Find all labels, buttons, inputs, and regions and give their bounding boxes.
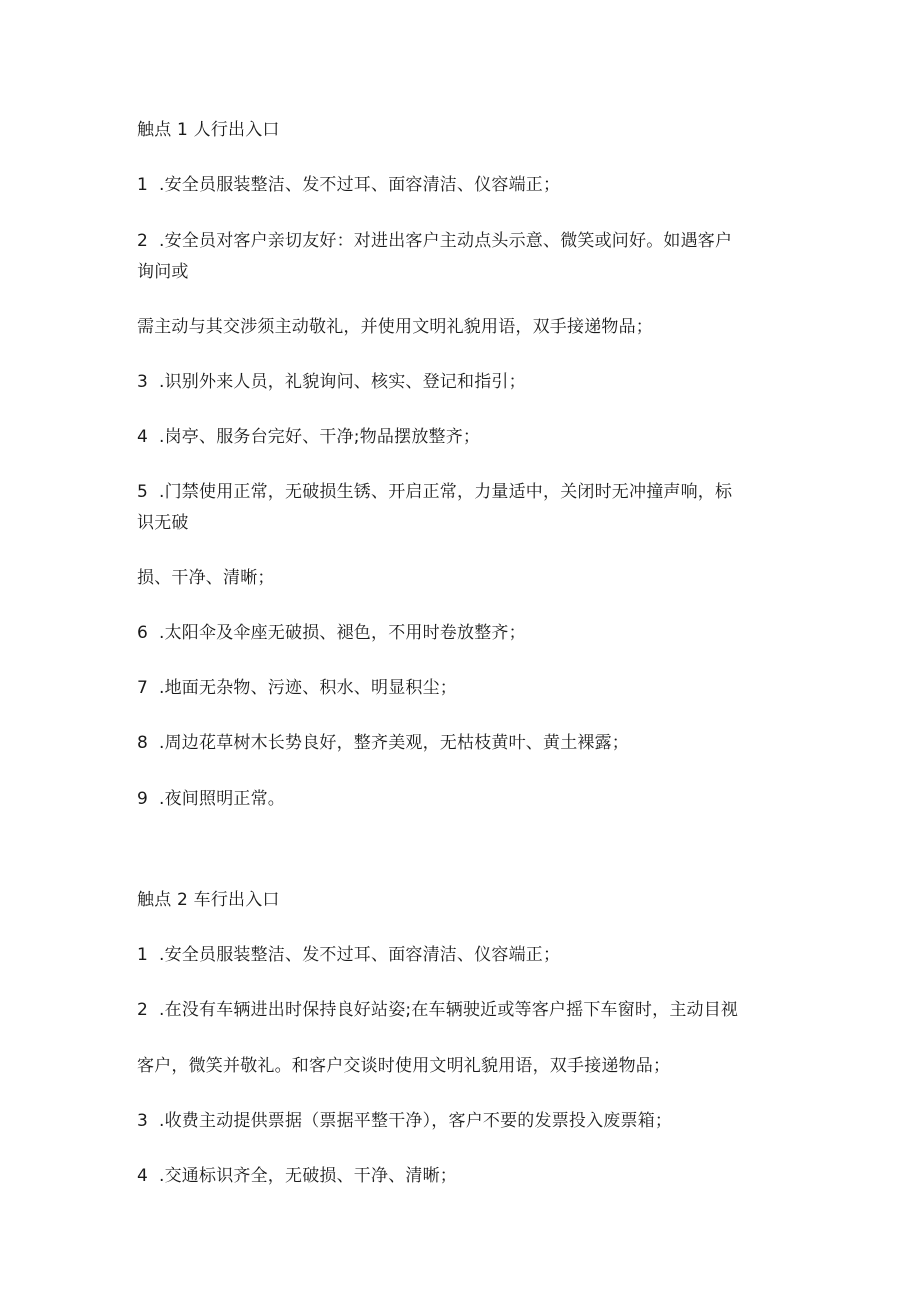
item-number: 1 <box>137 945 149 965</box>
item-text: .识别外来人员，礼貌询问、核实、登记和指引； <box>159 372 526 392</box>
list-item <box>137 230 732 252</box>
item-number: 5 <box>137 482 149 502</box>
item-text: .周边花草树木长势良好，整齐美观，无枯枝黄叶、黄土裸露； <box>159 733 630 753</box>
item-text-continuation: 需主动与其交涉须主动敬礼，并使用文明礼貌用语，双手接递物品； <box>137 317 653 337</box>
item-number: 7 <box>137 678 149 698</box>
item-number: 6 <box>137 623 149 643</box>
item-text: .太阳伞及伞座无破损、褪色，不用时卷放整齐； <box>159 623 526 643</box>
item-number: 9 <box>137 789 149 809</box>
item-number: 4 <box>137 427 149 447</box>
item-text: .夜间照明正常。 <box>159 789 286 809</box>
list-item <box>137 944 560 966</box>
list-item <box>137 371 526 393</box>
item-number: 4 <box>137 1166 149 1186</box>
item-text: .收费主动提供票据（票据平整干净），客户不要的发票投入废票箱； <box>159 1111 673 1131</box>
item-text: .安全员服装整洁、发不过耳、面容清洁、仪容端正； <box>159 945 561 965</box>
item-text-wrap: 询问或 <box>137 262 189 282</box>
list-item <box>137 174 560 196</box>
list-item <box>137 1165 457 1187</box>
item-text: .门禁使用正常，无破损生锈、开启正常，力量适中，关闭时无冲撞声响，标 <box>159 482 733 502</box>
list-item <box>137 1110 672 1132</box>
item-text-continuation: 客户，微笑并敬礼。和客户交谈时使用文明礼貌用语，双手接递物品； <box>137 1056 671 1076</box>
section-heading: 触点 2 车行出入口 <box>137 890 280 910</box>
item-text-continuation: 损、干净、清晰； <box>137 568 275 588</box>
item-text: .在没有车辆进出时保持良好站姿;在车辆驶近或等客户摇下车窗时，主动目视 <box>159 1000 739 1020</box>
item-number: 3 <box>137 372 149 392</box>
item-text: .安全员对客户亲切友好：对进出客户主动点头示意、微笑或问好。如遇客户 <box>159 231 733 251</box>
list-item <box>137 788 285 810</box>
item-number: 1 <box>137 175 149 195</box>
list-item <box>137 999 738 1021</box>
section-heading: 触点 1 人行出入口 <box>137 120 280 140</box>
item-text: .岗亭、服务台完好、干净;物品摆放整齐； <box>159 427 481 447</box>
list-item <box>137 622 526 644</box>
list-item <box>137 732 629 754</box>
item-number: 3 <box>137 1111 149 1131</box>
item-text: .交通标识齐全，无破损、干净、清晰； <box>159 1166 458 1186</box>
item-text: .安全员服装整洁、发不过耳、面容清洁、仪容端正； <box>159 175 561 195</box>
item-number: 2 <box>137 231 149 251</box>
item-number: 8 <box>137 733 149 753</box>
item-number: 2 <box>137 1000 149 1020</box>
list-item <box>137 426 480 448</box>
item-text-wrap: 识无破 <box>137 513 189 533</box>
list-item <box>137 481 732 503</box>
list-item <box>137 677 457 699</box>
item-text: .地面无杂物、污迹、积水、明显积尘； <box>159 678 458 698</box>
